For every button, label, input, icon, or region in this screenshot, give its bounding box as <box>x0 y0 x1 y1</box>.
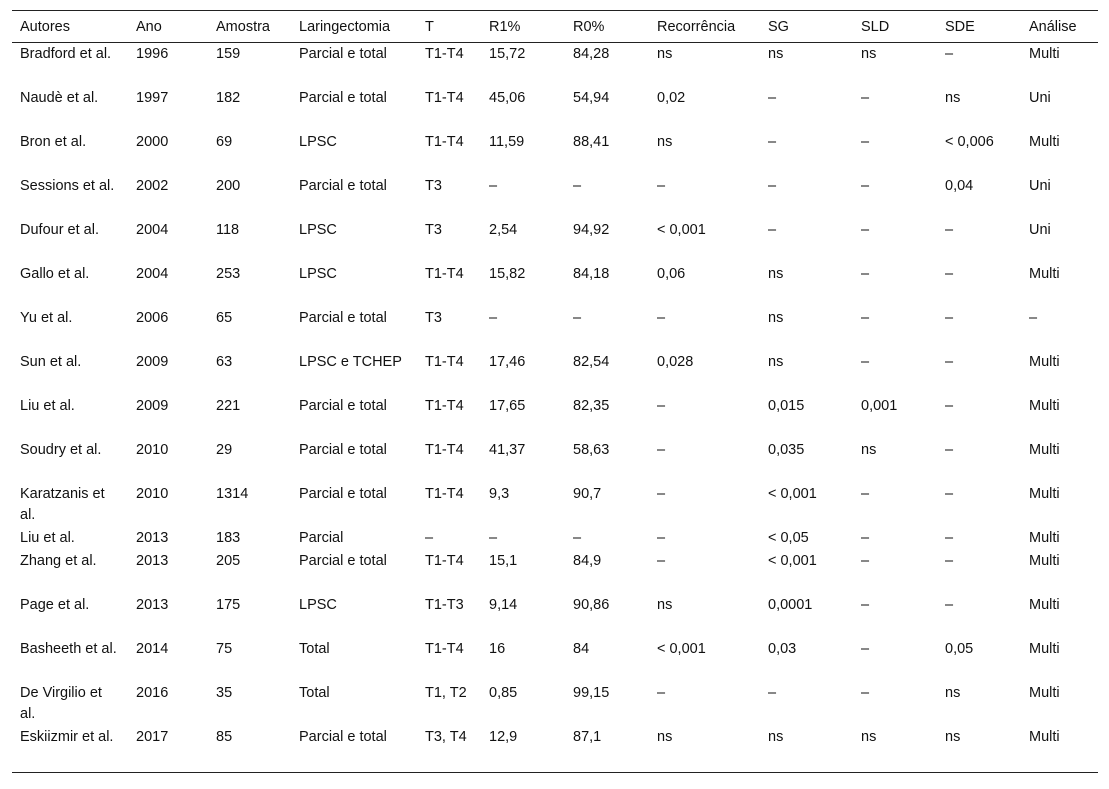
cell-analise: Multi <box>1029 398 1060 414</box>
cell-laringectomia: LPSC e TCHEP <box>299 354 402 370</box>
cell-sld: – <box>861 134 870 150</box>
cell-sg: < 0,001 <box>768 486 817 502</box>
cell-t: T3 <box>425 310 442 326</box>
cell-t: T1-T4 <box>425 553 464 569</box>
cell-r1: 15,72 <box>489 46 526 62</box>
cell-r1: 12,9 <box>481 726 565 773</box>
cell-r1: 45,06 <box>489 90 526 106</box>
cell-recorrencia: – <box>657 310 666 326</box>
cell-analise: Multi <box>1029 597 1060 613</box>
table-row <box>12 439 1098 483</box>
cell-sg: < 0,001 <box>768 553 817 569</box>
cell-sld: – <box>861 266 870 282</box>
cell-sld: – <box>861 597 870 613</box>
header-row <box>12 11 1098 43</box>
cell-r0: 54,94 <box>573 90 610 106</box>
cell-t: T3 <box>425 178 442 194</box>
cell-r1: – <box>489 530 498 546</box>
cell-r0: 84,9 <box>573 553 602 569</box>
cell-analise: Multi <box>1029 354 1060 370</box>
cell-sde: ns <box>937 726 1021 773</box>
cell-r1: – <box>489 178 498 194</box>
cell-ano: 2006 <box>136 310 169 326</box>
cell-sg: ns <box>768 354 784 370</box>
cell-laringectomia: LPSC <box>299 222 337 238</box>
cell-amostra: 85 <box>208 726 291 773</box>
header-autores: Autores <box>12 11 128 43</box>
cell-analise: Multi <box>1029 553 1060 569</box>
table-row <box>12 638 1098 682</box>
cell-t: T1, T2 <box>425 685 467 701</box>
cell-sde: – <box>945 530 954 546</box>
cell-amostra: 159 <box>216 46 241 62</box>
cell-sg: ns <box>768 310 784 326</box>
cell-amostra: 253 <box>216 266 241 282</box>
cell-sld: – <box>861 685 870 701</box>
cell-r0: 58,63 <box>573 442 610 458</box>
cell-ano: 2009 <box>136 398 169 414</box>
cell-amostra: 69 <box>216 134 233 150</box>
cell-r0: – <box>573 310 582 326</box>
cell-sld: ns <box>861 442 877 458</box>
cell-ano: 2016 <box>136 685 169 701</box>
cell-analise: Multi <box>1029 134 1060 150</box>
cell-amostra: 29 <box>216 442 233 458</box>
table-row <box>12 307 1098 351</box>
table-row <box>12 43 1098 88</box>
header-sg: SG <box>760 11 853 43</box>
cell-t: T1-T4 <box>425 486 464 502</box>
cell-amostra: 75 <box>216 641 233 657</box>
cell-recorrencia: 0,02 <box>657 90 686 106</box>
cell-r0: 90,7 <box>573 486 602 502</box>
cell-sg: ns <box>760 726 853 773</box>
cell-autores: Naudè et al. <box>20 90 99 106</box>
cell-t: T1-T4 <box>425 46 464 62</box>
cell-laringectomia: Parcial e total <box>299 442 387 458</box>
cell-amostra: 205 <box>216 553 241 569</box>
cell-recorrencia: – <box>657 685 666 701</box>
cell-analise: Multi <box>1029 641 1060 657</box>
cell-r0: 84,28 <box>573 46 610 62</box>
cell-t: – <box>425 530 434 546</box>
cell-ano: 1997 <box>136 90 169 106</box>
cell-sde: – <box>945 222 954 238</box>
cell-autores: Sessions et al. <box>20 178 115 194</box>
cell-sde: – <box>945 597 954 613</box>
cell-t: T1-T4 <box>425 442 464 458</box>
cell-autores: Karatzanis et al. <box>20 486 105 523</box>
cell-laringectomia: Parcial e total <box>299 178 387 194</box>
cell-sld: – <box>861 641 870 657</box>
cell-t: T1-T4 <box>425 641 464 657</box>
cell-ano: 2013 <box>136 553 169 569</box>
header-sde: SDE <box>937 11 1021 43</box>
cell-autores: Gallo et al. <box>20 266 90 282</box>
cell-t: T3 <box>425 222 442 238</box>
cell-r0: 84 <box>573 641 590 657</box>
cell-sg: ns <box>768 266 784 282</box>
header-ano: Ano <box>128 11 208 43</box>
cell-ano: 2004 <box>136 222 169 238</box>
cell-r0: 94,92 <box>573 222 610 238</box>
cell-recorrencia: ns <box>657 46 673 62</box>
cell-sld: ns <box>853 726 937 773</box>
cell-autores: Sun et al. <box>20 354 82 370</box>
cell-analise: Multi <box>1029 46 1060 62</box>
table-row <box>12 175 1098 219</box>
header-sld: SLD <box>853 11 937 43</box>
cell-sde: – <box>945 354 954 370</box>
table-row <box>12 263 1098 307</box>
cell-recorrencia: ns <box>649 726 760 773</box>
cell-laringectomia: Parcial <box>299 530 344 546</box>
cell-t: T1-T4 <box>425 134 464 150</box>
cell-recorrencia: 0,06 <box>657 266 686 282</box>
cell-r0: – <box>573 530 582 546</box>
cell-amostra: 183 <box>216 530 241 546</box>
cell-ano: 2002 <box>136 178 169 194</box>
header-amostra: Amostra <box>208 11 291 43</box>
cell-r0: 82,54 <box>573 354 610 370</box>
cell-analise: Multi <box>1021 726 1098 773</box>
cell-laringectomia: LPSC <box>299 134 337 150</box>
cell-r1: 0,85 <box>489 685 518 701</box>
cell-autores: Liu et al. <box>20 530 75 546</box>
cell-ano: 2010 <box>136 486 169 502</box>
cell-sld: – <box>861 553 870 569</box>
cell-recorrencia: < 0,001 <box>657 222 706 238</box>
cell-sg: < 0,05 <box>768 530 809 546</box>
cell-sg: 0,0001 <box>768 597 813 613</box>
cell-sg: 0,015 <box>768 398 805 414</box>
table-row <box>12 87 1098 131</box>
cell-ano: 2009 <box>136 354 169 370</box>
cell-autores: Bron et al. <box>20 134 87 150</box>
cell-recorrencia: – <box>657 530 666 546</box>
cell-laringectomia: Total <box>299 685 330 701</box>
cell-r1: 11,59 <box>489 134 525 150</box>
cell-sde: – <box>945 310 954 326</box>
cell-ano: 2004 <box>136 266 169 282</box>
cell-sde: ns <box>945 90 961 106</box>
cell-laringectomia: Parcial e total <box>291 726 417 773</box>
cell-amostra: 182 <box>216 90 241 106</box>
cell-ano: 2010 <box>136 442 169 458</box>
cell-laringectomia: Parcial e total <box>299 398 387 414</box>
data-table-container <box>12 10 1098 773</box>
cell-ano: 2017 <box>128 726 208 773</box>
table-row <box>12 594 1098 638</box>
header-laringectomia: Laringectomia <box>291 11 417 43</box>
cell-sg: 0,035 <box>768 442 805 458</box>
cell-r1: 17,65 <box>489 398 526 414</box>
cell-r1: – <box>489 310 498 326</box>
cell-r0: 87,1 <box>565 726 649 773</box>
cell-sde: – <box>945 442 954 458</box>
cell-r1: 2,54 <box>489 222 518 238</box>
cell-analise: Multi <box>1029 442 1060 458</box>
cell-recorrencia: ns <box>657 597 673 613</box>
cell-autores: Dufour et al. <box>20 222 99 238</box>
cell-sg: ns <box>768 46 784 62</box>
table-row <box>12 550 1098 594</box>
table-row <box>12 527 1098 550</box>
cell-sg: – <box>768 178 777 194</box>
cell-sld: 0,001 <box>861 398 898 414</box>
cell-sg: 0,03 <box>768 641 797 657</box>
cell-sg: – <box>768 90 777 106</box>
cell-sld: – <box>861 530 870 546</box>
cell-laringectomia: LPSC <box>299 597 337 613</box>
cell-amostra: 200 <box>216 178 241 194</box>
cell-sg: – <box>768 685 777 701</box>
cell-autores: Basheeth et al. <box>20 641 117 657</box>
table-row <box>12 351 1098 395</box>
header-r0: R0% <box>565 11 649 43</box>
table-row <box>12 726 1098 773</box>
cell-r1: 16 <box>489 641 506 657</box>
cell-sld: – <box>861 178 870 194</box>
cell-autores: Bradford et al. <box>20 46 112 62</box>
cell-sde: – <box>945 398 954 414</box>
cell-sde: – <box>945 486 954 502</box>
cell-analise: Uni <box>1029 178 1051 194</box>
cell-sg: – <box>768 222 777 238</box>
cell-r0: 82,35 <box>573 398 610 414</box>
cell-r1: 15,82 <box>489 266 526 282</box>
cell-autores: Eskiizmir et al. <box>12 726 128 773</box>
cell-amostra: 175 <box>216 597 241 613</box>
cell-analise: Multi <box>1029 486 1060 502</box>
cell-r0: – <box>573 178 582 194</box>
cell-ano: 2013 <box>136 530 169 546</box>
cell-laringectomia: LPSC <box>299 266 337 282</box>
cell-autores: Yu et al. <box>20 310 73 326</box>
cell-r1: 17,46 <box>489 354 526 370</box>
cell-amostra: 221 <box>216 398 241 414</box>
cell-t: T1-T4 <box>425 354 464 370</box>
cell-laringectomia: Parcial e total <box>299 90 387 106</box>
cell-recorrencia: – <box>657 178 666 194</box>
cell-r1: 9,3 <box>489 486 510 502</box>
cell-sg: – <box>768 134 777 150</box>
cell-recorrencia: – <box>657 398 666 414</box>
cell-recorrencia: ns <box>657 134 673 150</box>
table-row <box>12 131 1098 175</box>
cell-t: T1-T4 <box>425 398 464 414</box>
cell-sde: – <box>945 553 954 569</box>
cell-t: T3, T4 <box>417 726 481 773</box>
cell-autores: Liu et al. <box>20 398 75 414</box>
cell-t: T1-T4 <box>425 90 464 106</box>
cell-recorrencia: – <box>657 553 666 569</box>
cell-ano: 2013 <box>136 597 169 613</box>
header-r1: R1% <box>481 11 565 43</box>
cell-analise: Multi <box>1029 530 1060 546</box>
cell-laringectomia: Parcial e total <box>299 553 387 569</box>
cell-ano: 2000 <box>136 134 169 150</box>
cell-sde: – <box>945 46 954 62</box>
studies-table <box>12 10 1098 773</box>
cell-recorrencia: 0,028 <box>657 354 694 370</box>
cell-sld: – <box>861 354 870 370</box>
cell-analise: Multi <box>1029 266 1060 282</box>
cell-t: T1-T3 <box>425 597 464 613</box>
cell-analise: Uni <box>1029 90 1051 106</box>
table-body <box>12 43 1098 773</box>
cell-amostra: 35 <box>216 685 233 701</box>
cell-ano: 1996 <box>136 46 169 62</box>
cell-r0: 84,18 <box>573 266 610 282</box>
header-recorrencia: Recorrência <box>649 11 760 43</box>
cell-sde: 0,05 <box>945 641 974 657</box>
cell-ano: 2014 <box>136 641 169 657</box>
cell-sld: – <box>861 90 870 106</box>
cell-t: T1-T4 <box>425 266 464 282</box>
cell-amostra: 1314 <box>216 486 249 502</box>
cell-autores: Page et al. <box>20 597 90 613</box>
cell-sld: – <box>861 486 870 502</box>
table-row <box>12 395 1098 439</box>
header-t: T <box>417 11 481 43</box>
cell-sld: ns <box>861 46 877 62</box>
table-row <box>12 682 1098 726</box>
cell-sde: < 0,006 <box>945 134 994 150</box>
cell-autores: De Virgilio et al. <box>20 685 102 722</box>
cell-autores: Zhang et al. <box>20 553 97 569</box>
cell-analise: Multi <box>1029 685 1060 701</box>
cell-r0: 90,86 <box>573 597 610 613</box>
cell-r1: 41,37 <box>489 442 526 458</box>
table-row <box>12 219 1098 263</box>
cell-recorrencia: – <box>657 442 666 458</box>
table-row <box>12 483 1098 527</box>
cell-laringectomia: Parcial e total <box>299 486 387 502</box>
cell-r0: 99,15 <box>573 685 610 701</box>
cell-laringectomia: Parcial e total <box>299 46 387 62</box>
cell-amostra: 63 <box>216 354 233 370</box>
cell-sld: – <box>861 310 870 326</box>
cell-r1: 9,14 <box>489 597 518 613</box>
header-analise: Análise <box>1021 11 1098 43</box>
cell-sde: – <box>945 266 954 282</box>
cell-r0: 88,41 <box>573 134 610 150</box>
cell-analise: Uni <box>1029 222 1051 238</box>
cell-sld: – <box>861 222 870 238</box>
cell-recorrencia: – <box>657 486 666 502</box>
cell-recorrencia: < 0,001 <box>657 641 706 657</box>
cell-autores: Soudry et al. <box>20 442 102 458</box>
cell-sde: 0,04 <box>945 178 974 194</box>
cell-laringectomia: Total <box>299 641 330 657</box>
cell-amostra: 65 <box>216 310 233 326</box>
cell-analise: – <box>1029 310 1038 326</box>
cell-r1: 15,1 <box>489 553 518 569</box>
cell-laringectomia: Parcial e total <box>299 310 387 326</box>
cell-amostra: 118 <box>216 222 240 238</box>
cell-sde: ns <box>945 685 961 701</box>
